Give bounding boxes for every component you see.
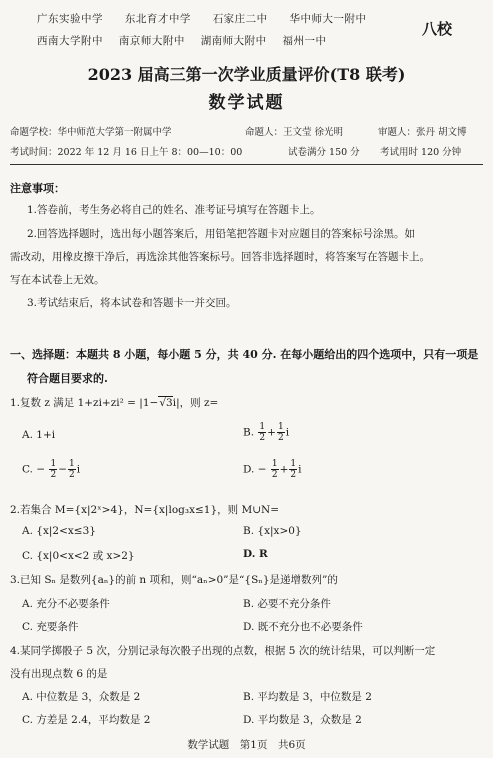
imag-unit: i: [76, 463, 81, 476]
option-label: B.: [243, 426, 255, 439]
numerator: 1: [50, 459, 57, 469]
section-heading: 一、选择题：本题共 8 小题，每小题 5 分，共 40 分. 在每小题给出的四个选项中，只有一项是: [10, 348, 479, 361]
school-row-1: [37, 11, 367, 26]
school-name: 湖南师大附中: [200, 35, 267, 47]
divider: [10, 164, 483, 165]
q2-option-b: B. {x|x>0}: [243, 525, 302, 537]
denominator: 2: [50, 470, 57, 480]
question-3-stem: 3.已知 Sₙ 是数列{aₙ}的前 n 项和，则“aₙ>0”是“{Sₙ}是递增数列”的: [10, 574, 338, 586]
q4-option-c: C. 方差是 2.4，平均数是 2: [22, 714, 151, 726]
exam-subtitle: 数学试题: [208, 93, 285, 113]
numerator: 1: [259, 422, 266, 432]
q1-option-c: [22, 459, 80, 480]
school-name: 广东实验中学: [37, 13, 103, 25]
imag-unit: i: [298, 463, 302, 476]
operator: +: [267, 426, 276, 439]
option-label: C. −: [22, 463, 46, 476]
imag-unit: i: [285, 426, 290, 439]
question-4-stem: 4.某同学掷骰子 5 次，分别记录每次骰子出现的点数，根据 5 次的统计结果，可以判断一定: [10, 645, 436, 657]
q1-option-a: A. 1+i: [22, 429, 56, 441]
operator: −: [58, 463, 68, 476]
denominator: 2: [69, 470, 75, 480]
meta-duration: 考试用时 120 分钟: [380, 147, 462, 158]
school-name: 西南大学附中: [37, 35, 103, 47]
notice-heading: 注意事项：: [10, 182, 65, 195]
fraction: [68, 459, 76, 480]
sqrt-radicand: 3: [166, 397, 173, 409]
section-heading-cont: 符合题目要求的.: [27, 372, 108, 385]
notice-item-1: 1.答卷前，考生务必将自己的姓名、准考证号填写在答题卡上。: [27, 204, 321, 216]
option-label: D. −: [243, 463, 267, 476]
question-4-stem-cont: 没有出现点数 6 的是: [10, 668, 108, 680]
q1-stem-text: 1.复数 z 满足 1+zi+zi² = |1−: [10, 397, 159, 409]
notice-item-2-cont: 需改动，用橡皮擦干净后，再选涂其他答案标号。回答非选择题时，将答案写在答题卡上。: [10, 251, 430, 263]
q3-option-a: A. 充分不必要条件: [22, 598, 110, 610]
fraction: [289, 459, 297, 480]
q4-option-a: A. 中位数是 3，众数是 2: [22, 691, 141, 703]
q3-option-d: D. 既不充分也不必要条件: [243, 621, 363, 633]
denominator: 2: [290, 470, 297, 480]
school-name: 东北育才中学: [124, 13, 191, 25]
question-2-stem: 2.若集合 M={x|2ˣ>4}，N={x|log₃x≤1}，则 M∪N=: [10, 504, 280, 516]
q2-option-a: A. {x|2<x≤3}: [22, 525, 96, 537]
q3-option-b: B. 必要不充分条件: [243, 598, 331, 610]
numerator: 1: [277, 422, 284, 432]
sqrt-expr: √3: [159, 397, 173, 409]
exam-title: 2023 届高三第一次学业质量评价(T8 联考): [87, 65, 406, 84]
q1-option-b: [243, 422, 289, 443]
notice-item-3: 3.考试结束后，将本试卷和答题卡一并交回。: [27, 297, 237, 309]
meta-time: 考试时间：2022 年 12 月 16 日上午 8：00—10：00: [10, 147, 243, 158]
school-name: 华中师大一附中: [289, 13, 367, 25]
notice-item-2-cont: 写在本试卷上无效。: [10, 274, 105, 286]
q1-stem-text: i|，则 z=: [172, 397, 219, 409]
notice-item-2: 2.回答选择题时，选出每小题答案后，用铅笔把答题卡对应题目的答案标号涂黑。如: [27, 228, 416, 240]
meta-full-score: 试卷满分 150 分: [288, 147, 360, 158]
fraction: [49, 459, 57, 480]
q1-option-d: [243, 459, 302, 480]
numerator: 1: [290, 459, 297, 469]
q2-option-c: C. {x|0<x<2 或 x>2}: [22, 550, 135, 562]
meta-authors: 命题人：王文莹 徐光明: [245, 127, 344, 138]
fraction: [258, 422, 266, 443]
denominator: 2: [277, 433, 284, 443]
numerator: 1: [69, 459, 75, 469]
school-row-2: [37, 33, 327, 48]
q4-option-d: D. 平均数是 3，众数是 2: [243, 714, 362, 726]
meta-reviewers: 审题人：张丹 胡文博: [378, 127, 467, 138]
denominator: 2: [259, 433, 266, 443]
numerator: 1: [271, 459, 278, 469]
eight-schools-badge: 八校: [422, 20, 453, 38]
q3-option-c: C. 充要条件: [22, 621, 79, 633]
q2-option-d: D. R: [243, 548, 268, 560]
fraction: [277, 422, 285, 443]
fraction: [271, 459, 279, 480]
school-name: 石家庄二中: [212, 13, 268, 25]
q4-option-b: B. 平均数是 3，中位数是 2: [243, 691, 372, 703]
meta-school: 命题学校：华中师范大学第一附属中学: [10, 127, 172, 138]
school-name: 南京师大附中: [118, 35, 185, 47]
denominator: 2: [271, 470, 278, 480]
question-1-stem: [10, 395, 218, 410]
operator: +: [279, 463, 289, 476]
page-footer: 数学试题 第1页 共6页: [187, 739, 306, 751]
school-name: 福州一中: [282, 35, 327, 47]
